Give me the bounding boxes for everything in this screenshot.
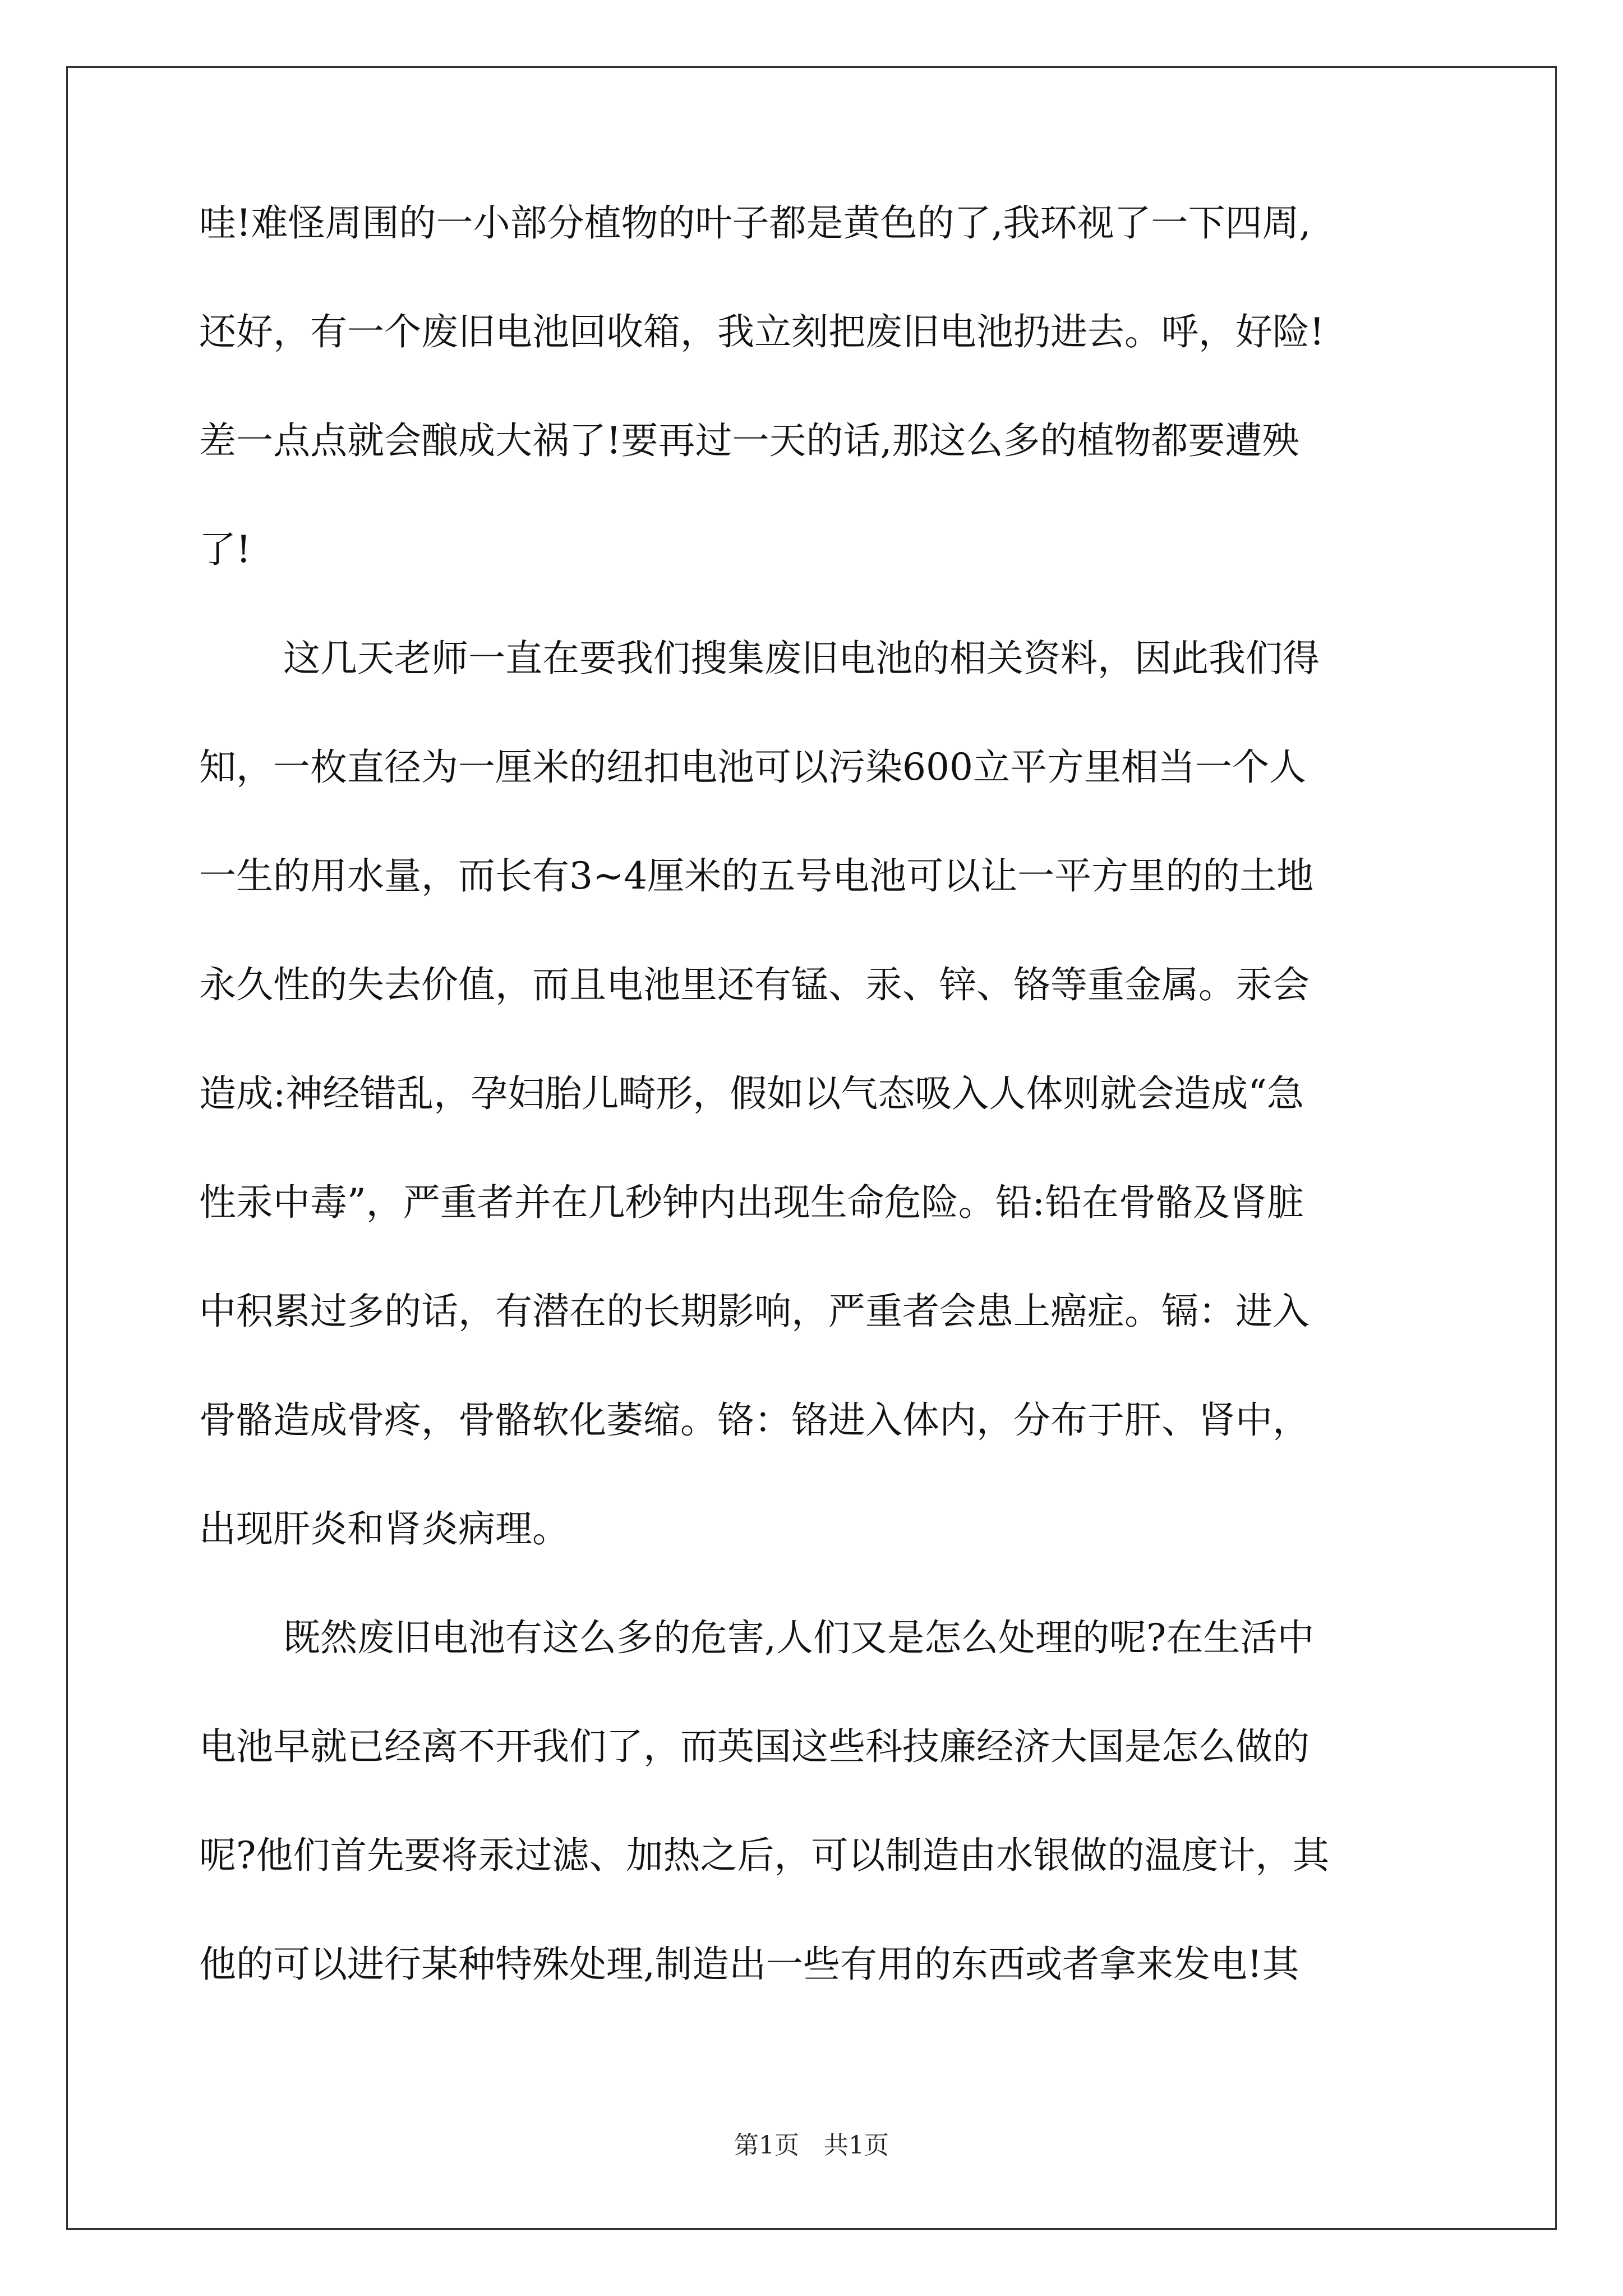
text-line: 骨骼造成骨疼，骨骼软化萎缩。铬：铬进入体内，分布于肝、肾中，: [199, 1398, 1310, 1442]
text-line: 永久性的失去价值，而且电池里还有锰、汞、锌、铬等重金属。汞会: [199, 963, 1310, 1006]
page-footer: 第1页 共1页: [734, 2131, 889, 2160]
text-line: 还好，有一个废旧电池回收箱，我立刻把废旧电池扔进去。呼，好险!: [199, 310, 1325, 353]
text-line: 了!: [199, 528, 251, 571]
text-line: 中积累过多的话，有潜在的长期影响，严重者会患上癌症。镉：进入: [199, 1290, 1310, 1333]
text-line: 知，一枚直径为一厘米的纽扣电池可以污染600立平方里相当一个人: [199, 746, 1306, 789]
text-line: 造成:神经错乱，孕妇胎儿畸形，假如以气态吸入人体则就会造成“急: [199, 1072, 1304, 1115]
document-body: [199, 202, 1433, 2052]
text-line: 电池早就已经离不开我们了，而英国这些科技廉经济大国是怎么做的: [199, 1725, 1310, 1768]
text-line: 他的可以进行某种特殊处理,制造出一些有用的东西或者拿来发电!其: [199, 1943, 1299, 1986]
text-line: 哇!难怪周围的一小部分植物的叶子都是黄色的了,我环视了一下四周,: [199, 201, 1311, 245]
text-line: 出现肝炎和肾炎病理。: [199, 1507, 569, 1550]
text-line: 一生的用水量，而长有3~4厘米的五号电池可以让一平方里的的土地: [199, 854, 1314, 898]
text-line: 这几天老师一直在要我们搜集废旧电池的相关资料，因此我们得: [283, 637, 1320, 680]
text-line: 既然废旧电池有这么多的危害,人们又是怎么处理的呢?在生活中: [283, 1616, 1315, 1659]
text-line: 呢?他们首先要将汞过滤、加热之后，可以制造由水银做的温度计，其: [199, 1834, 1330, 1877]
text-line: 差一点点就会酿成大祸了!要再过一天的话,那这么多的植物都要遭殃: [199, 419, 1299, 462]
text-line: 性汞中毒”，严重者并在几秒钟内出现生命危险。铅:铅在骨骼及肾脏: [199, 1181, 1304, 1224]
